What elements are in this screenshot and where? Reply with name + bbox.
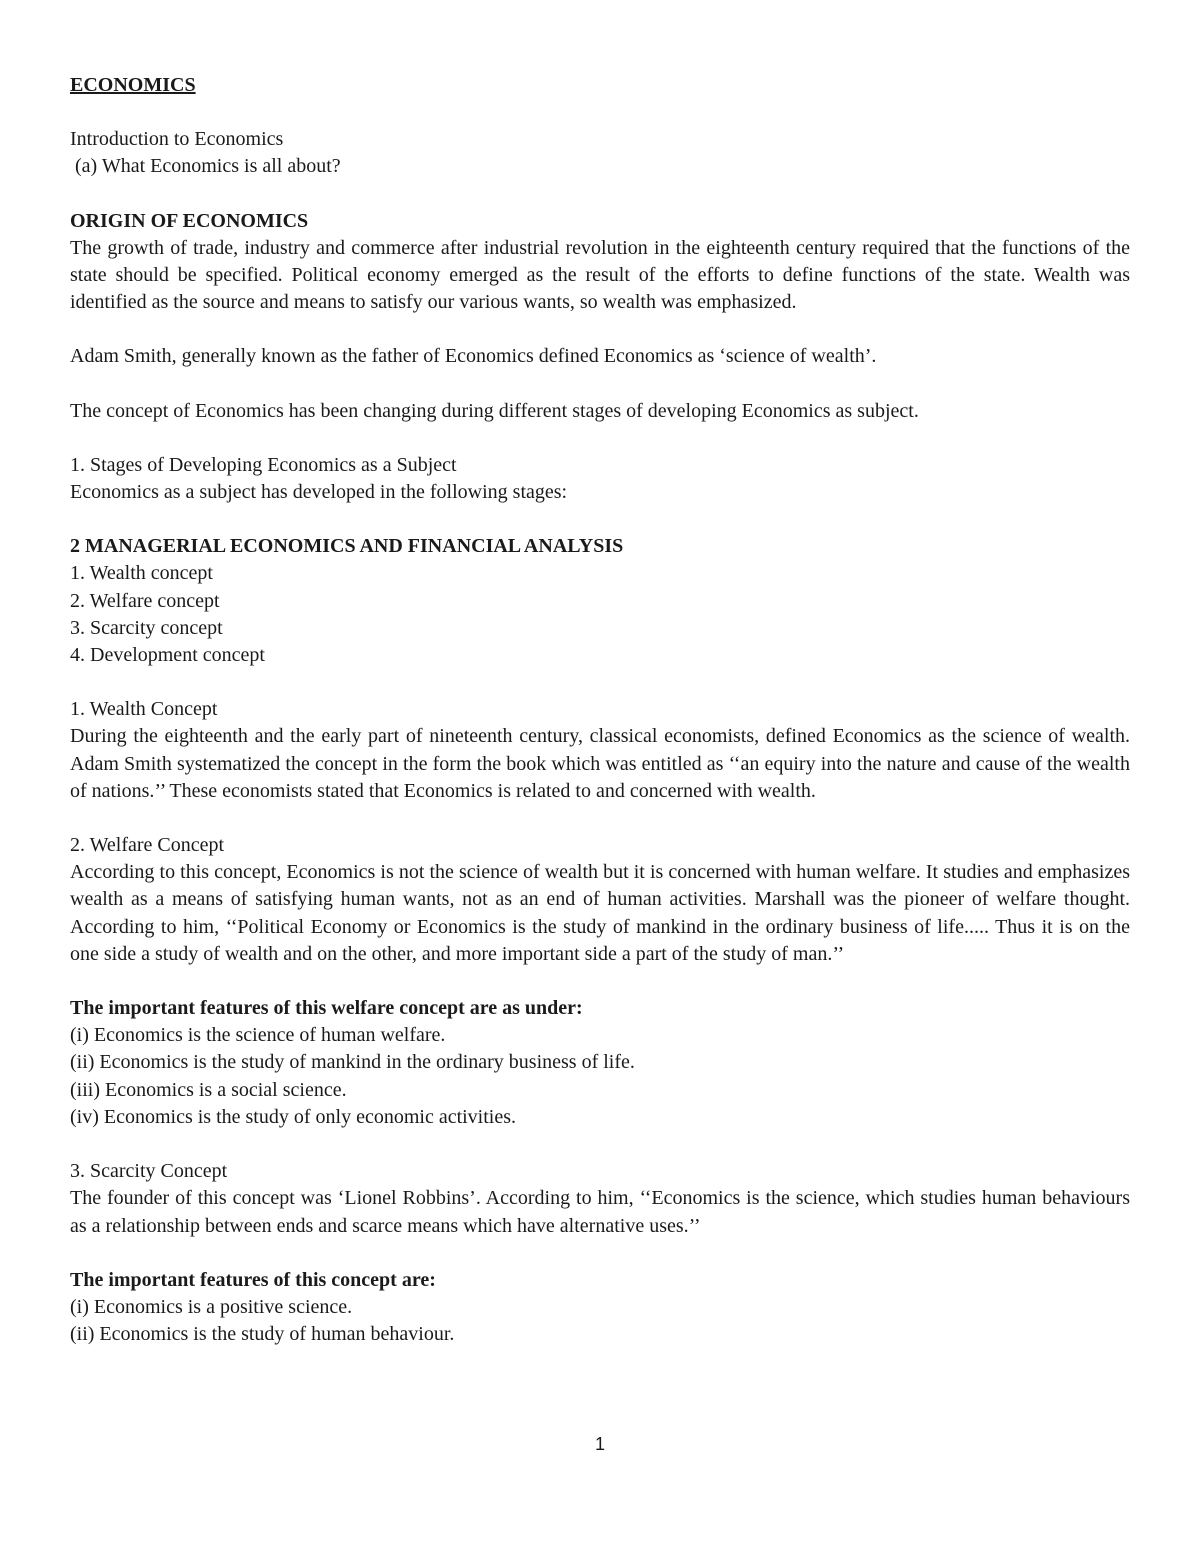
spacer [70,669,1130,696]
spacer [70,1240,1130,1267]
spacer [70,425,1130,452]
spacer [70,1131,1130,1158]
list-item: (iii) Economics is a social science. [70,1078,347,1101]
spacer [70,968,1130,995]
list-item: (iv) Economics is the study of only economic activities. [70,1105,517,1128]
scarcity-features-heading: The important features of this concept are: [70,1268,436,1291]
list-item: 1. Wealth concept [70,562,213,585]
adam-smith-paragraph: Adam Smith, generally known as the father of Economics defined Economics as ‘science of wealth’. [70,345,877,368]
spacer [70,371,1130,398]
scarcity-paragraph: The founder of this concept was ‘Lionel Robbins’. According to him, ‘‘Economics is the science, which studies human behaviours as a relationship between ends and scarce means which have alternative uses.’’ [70,1187,1135,1237]
list-item: (ii) Economics is the study of human behaviour. [70,1323,455,1346]
list-item: 2. Welfare concept [70,589,220,612]
wealth-heading: 1. Wealth Concept [70,698,218,721]
wealth-paragraph: During the eighteenth and the early part of nineteenth century, classical economists, defined Economics as the science of wealth. Adam Smith systematized the concept in the form the book which was entitled as ‘‘an equiry into the nature and cause of the wealth of nations.’’ These economists stated that Economics is related to and concerned with wealth. [70,725,1135,802]
spacer [70,181,1130,208]
origin-heading: ORIGIN OF ECONOMICS [70,209,309,232]
stages-intro: Economics as a subject has developed in the following stages: [70,481,568,504]
welfare-heading: 2. Welfare Concept [70,834,225,857]
welfare-features-heading: The important features of this welfare concept are as under: [70,997,583,1020]
list-item: (ii) Economics is the study of mankind in the ordinary business of life. [70,1051,635,1074]
list-item: 3. Scarcity concept [70,616,223,639]
origin-paragraph: The growth of trade, industry and commerce after industrial revolution in the eighteenth century required that the functions of the state should be specified. Political economy emerged as the result of the efforts to define functions of the state. Wealth was identified as the source and means to satisfy our various wants, so wealth was emphasized. [70,236,1135,314]
document-title: ECONOMICS [70,74,196,96]
page-number: 1 [594,1434,605,1454]
document-page [70,72,1135,1348]
concept-paragraph: The concept of Economics has been changing during different stages of developing Economics as subject. [70,399,919,422]
spacer [70,506,1130,533]
running-header: 2 MANAGERIAL ECONOMICS AND FINANCIAL ANALYSIS [70,535,624,558]
intro-subheading: (a) What Economics is all about? [70,155,341,178]
spacer [70,99,1130,126]
list-item: (i) Economics is the science of human welfare. [70,1024,446,1047]
spacer [70,316,1130,343]
scarcity-heading: 3. Scarcity Concept [70,1160,228,1183]
welfare-paragraph: According to this concept, Economics is not the science of wealth but it is concerned with human welfare. It studies and emphasizes wealth as a means of satisfying human wants, not as an end of human activities. Marshall was the pioneer of welfare thought. According to him, ‘‘Political Economy or Economics is the study of mankind in the ordinary business of life..... Thus it is on the one side a study of wealth and on the other, and more important side a part of the study of man.’’ [70,861,1135,965]
list-item: (i) Economics is a positive science. [70,1295,353,1318]
stages-heading: 1. Stages of Developing Economics as a Subject [70,453,457,476]
list-item: 4. Development concept [70,644,265,667]
intro-heading: Introduction to Economics [70,128,284,151]
spacer [70,805,1130,832]
